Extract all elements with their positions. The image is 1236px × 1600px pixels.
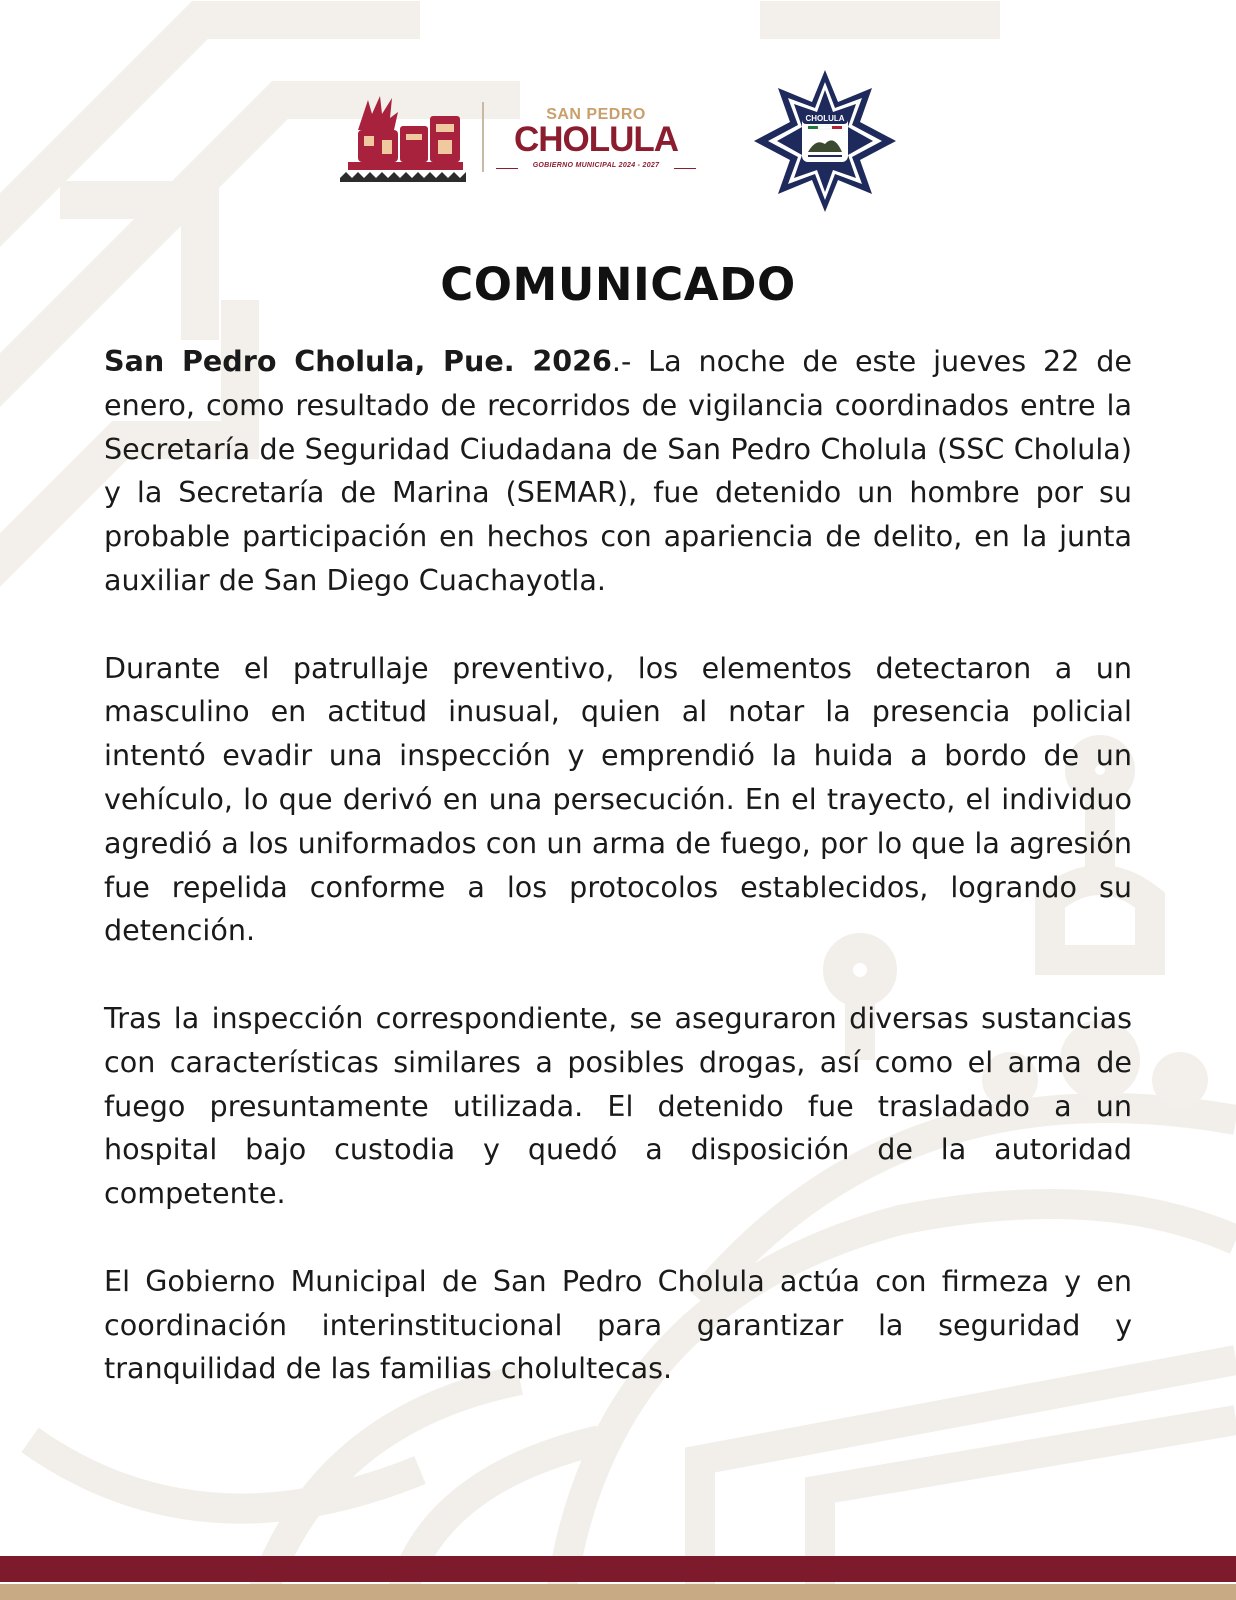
wordmark-top: SAN PEDRO <box>546 106 646 123</box>
paragraph-4: El Gobierno Municipal de San Pedro Cholula actúa con firmeza y en coordinación interinstitucional para garantizar la seguridad y tranquilidad de las familias cholultecas. <box>104 1263 1132 1386</box>
dateline: San Pedro Cholula, Pue. 2026 <box>104 344 612 378</box>
wordmark-sub-row <box>496 162 696 174</box>
paragraph-1 <box>104 340 1132 603</box>
header-logos <box>0 60 1236 220</box>
city-emblem-icon <box>338 90 468 190</box>
paragraph-3: Tras la inspección correspondiente, se aseguraron diversas sustancias con características similares a posibles drogas, así como el arma de fuego presuntamente utilizada. El detenido fue trasladado a un hospital bajo custodia y quedó a disposición de la autoridad competente. <box>104 1000 1132 1211</box>
paragraph-1-text: .- La noche de este jueves 22 de enero, como resultado de recorridos de vigilancia coordinados entre la Secretaría de Seguridad Ciudadana de San Pedro Cholula (SSC Cholula) y la Secretaría de Marina (SEMAR), fue detenido un hombre por su probable participación en hechos con apariencia de delito, en la junta auxiliar de San Diego Cuachayotla. <box>104 344 1132 597</box>
footer-band-red <box>0 1556 1236 1582</box>
paragraph-2: Durante el patrullaje preventivo, los elementos detectaron a un masculino en actitud inusual, quien al notar la presencia policial intentó evadir una inspección y emprendió la huida a bordo de un vehículo, lo que derivó en una persecución. En el trayecto, el individuo agredió a los uniformados con un arma de fuego, por lo que la agresión fue repelida conforme a los protocolos establecidos, logrando su detención. <box>104 650 1132 948</box>
cholula-wordmark <box>496 106 696 176</box>
wordmark-rule-right <box>674 168 696 169</box>
page-title: COMUNICADO <box>440 258 796 311</box>
footer-band-gold <box>0 1584 1236 1600</box>
communique-body <box>104 340 1132 1435</box>
wordmark-sub: GOBIERNO MUNICIPAL 2024 - 2027 <box>532 162 660 169</box>
wordmark-rule-left <box>496 168 518 169</box>
wordmark-main: CHOLULA <box>513 120 679 159</box>
badge-text: CHOLULA <box>805 114 845 123</box>
logo-divider <box>482 102 484 172</box>
police-star-badge-icon <box>752 68 898 214</box>
